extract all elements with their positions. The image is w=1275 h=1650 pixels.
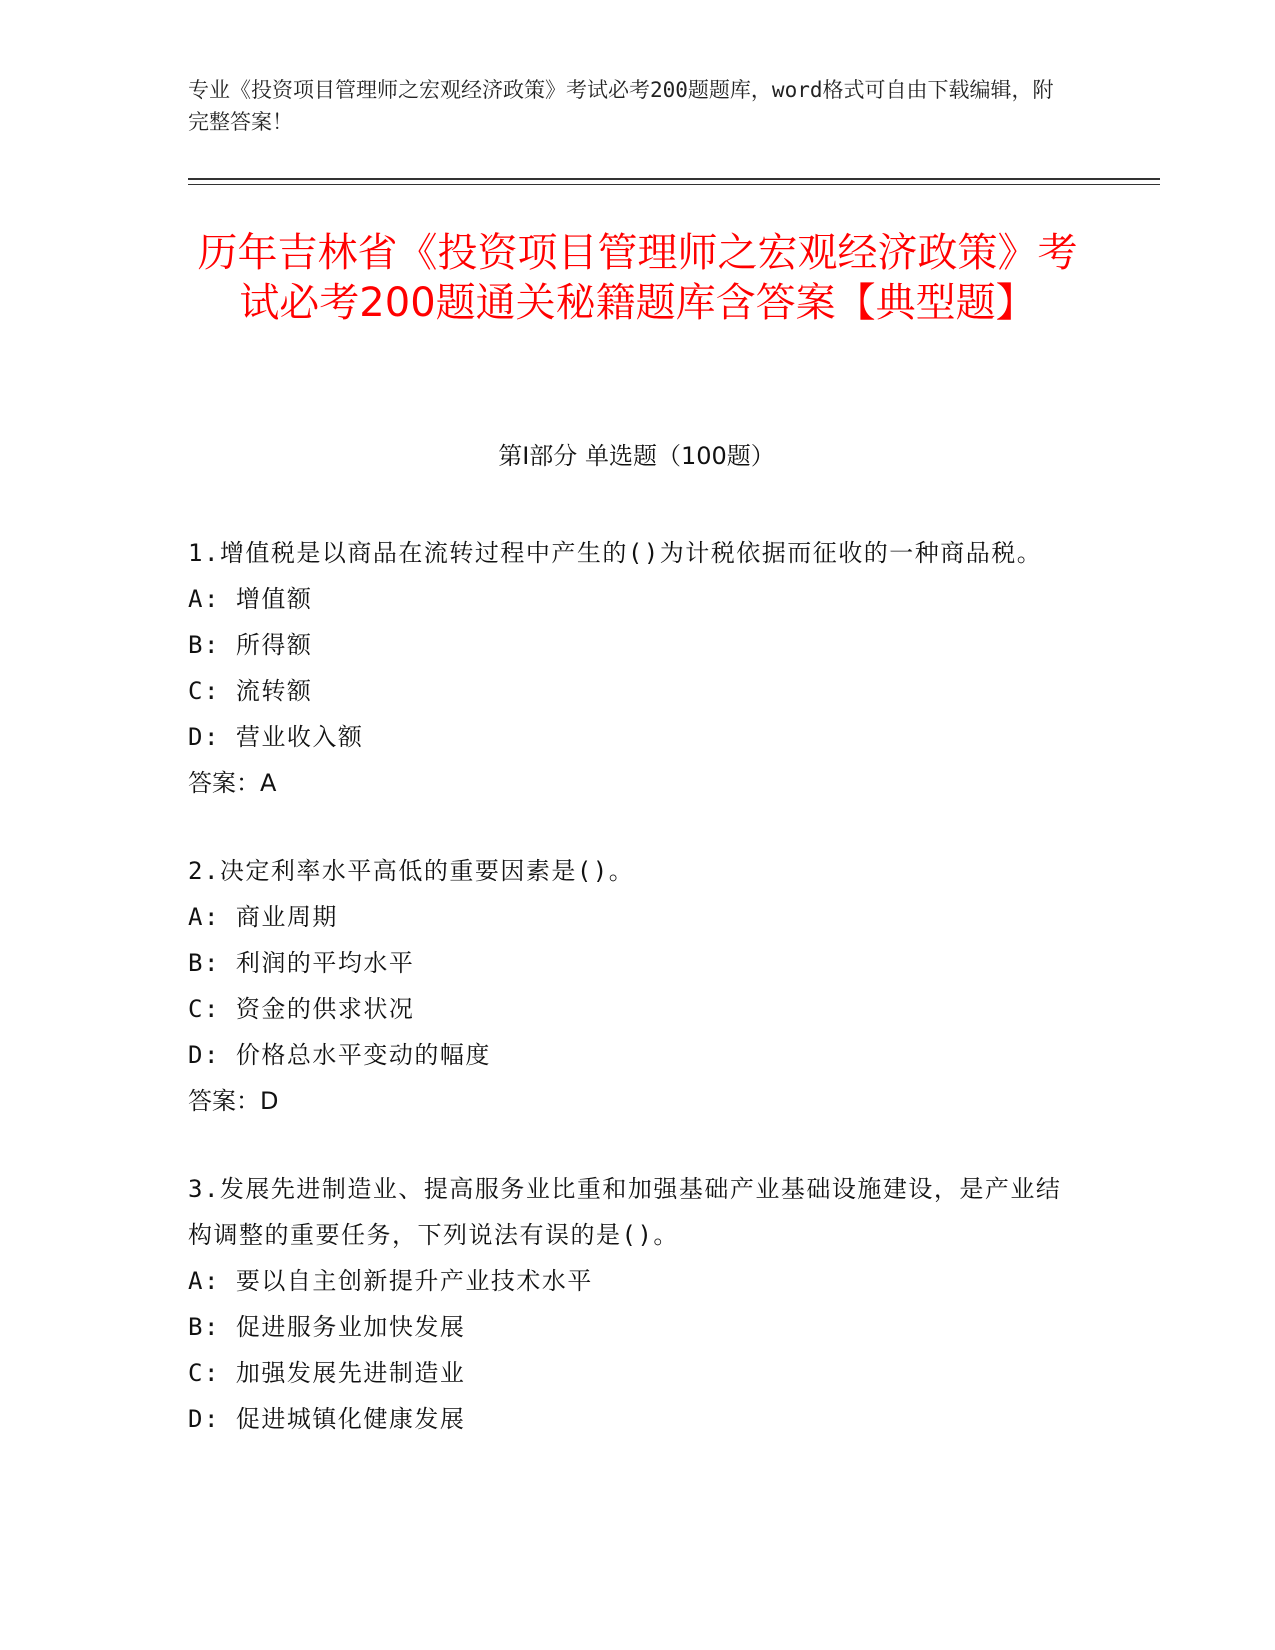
option-b: B: 所得额 [188, 631, 313, 659]
option-c: C: 资金的供求状况 [188, 995, 415, 1023]
header-divider-thick [188, 178, 1160, 180]
option-a: A: 商业周期 [188, 903, 338, 931]
document-title: 历年吉林省《投资项目管理师之宏观经济政策》考试必考200题通关秘籍题库含答案【典型题】 [197, 230, 1078, 326]
option-a: A: 增值额 [188, 585, 313, 613]
section-heading: 第I部分 单选题（100题） [498, 442, 775, 470]
option-d: D: 价格总水平变动的幅度 [188, 1041, 491, 1069]
question-1 [188, 530, 1068, 806]
answer-line: 答案：D [188, 1087, 279, 1115]
option-d: D: 营业收入额 [188, 723, 364, 751]
answer-line: 答案：A [188, 769, 277, 797]
question-text: 1.增值税是以商品在流转过程中产生的()为计税依据而征收的一种商品税。 [188, 539, 1043, 567]
header-note: 专业《投资项目管理师之宏观经济政策》考试必考200题题库，word格式可自由下载编辑，附完整答案！ [188, 78, 1054, 134]
question-text: 2.决定利率水平高低的重要因素是()。 [188, 857, 635, 885]
question-list [188, 530, 1068, 1484]
option-d: D: 促进城镇化健康发展 [188, 1405, 466, 1433]
question-text: 3.发展先进制造业、提高服务业比重和加强基础产业基础设施建设，是产业结构调整的重要任务，下列说法有误的是()。 [188, 1175, 1062, 1249]
option-b: B: 促进服务业加快发展 [188, 1313, 466, 1341]
option-a: A: 要以自主创新提升产业技术水平 [188, 1267, 593, 1295]
option-c: C: 流转额 [188, 677, 313, 705]
option-c: C: 加强发展先进制造业 [188, 1359, 466, 1387]
option-b: B: 利润的平均水平 [188, 949, 415, 977]
question-3 [188, 1166, 1068, 1442]
question-2 [188, 848, 1068, 1124]
header-divider-thin [188, 184, 1160, 185]
